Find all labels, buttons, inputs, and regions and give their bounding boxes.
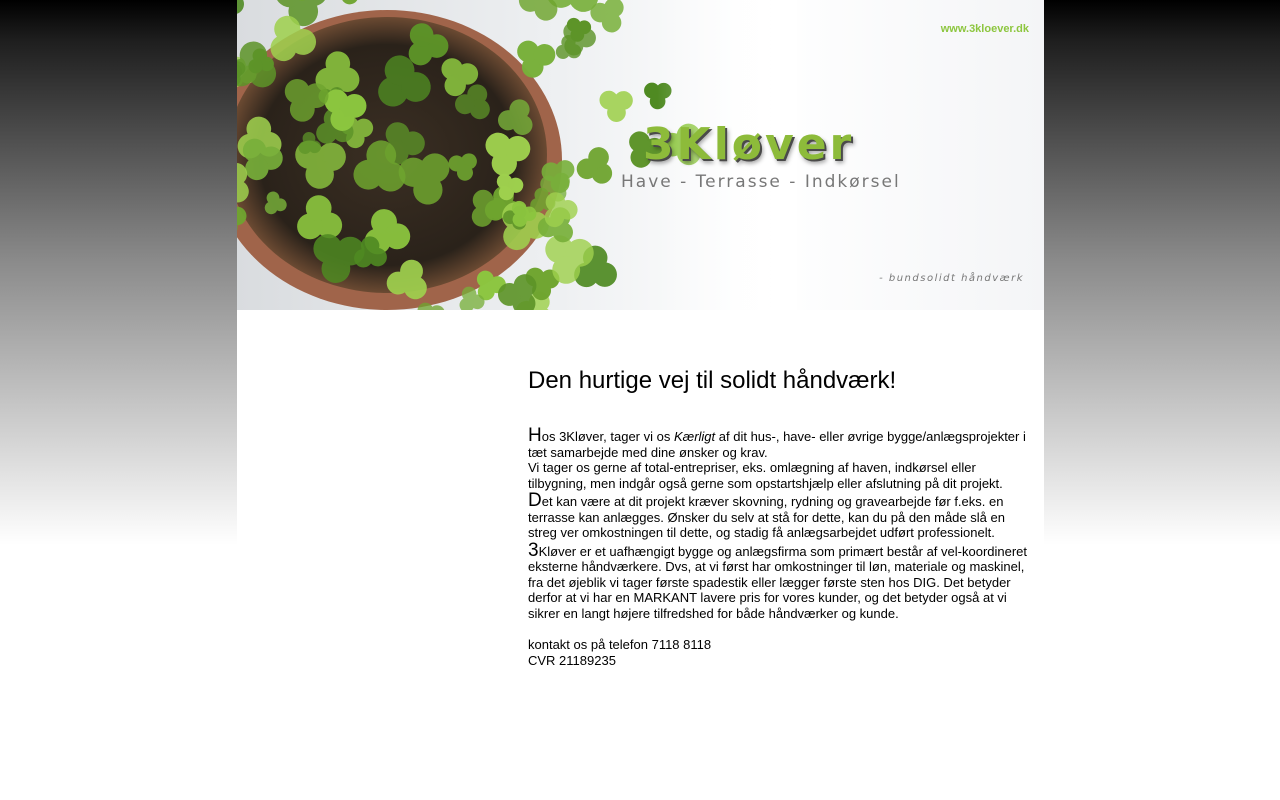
drop-cap: H — [528, 425, 542, 446]
intro-paragraph — [528, 425, 1033, 460]
intro-text-a: os 3Kløver, tager vi os — [541, 429, 674, 444]
header-banner — [237, 0, 1044, 310]
company-paragraph — [528, 539, 1033, 622]
drop-cap: D — [528, 490, 542, 511]
contact-cvr: CVR 21189235 — [528, 652, 616, 668]
page-container — [237, 0, 1044, 800]
contact-phone: kontakt os på telefon 7118 8118 — [528, 637, 712, 652]
page-heading: Den hurtige vej til solidt håndværk! — [528, 367, 897, 394]
main-content — [528, 366, 1033, 668]
preparation-text: et kan være at dit projekt kræver skovning, rydning og gravearbejde før f.eks. en terrasse kan anlægges. Ønsker du selv at stå for dette, kan du på den måde slå en streg ver omkostningen til dette, og stadig få anlægsarbejdet udført professionelt. — [528, 494, 1005, 540]
logo-subtitle: Have - Terrasse - Indkørsel — [621, 172, 901, 192]
company-text: Kløver er et uafhængigt bygge og anlægsfirma som primært består af vel-koordineret eksterne håndværkere. Dvs, at vi først har omkostninger til løn, materiale og maskinel, fra det øjeblik vi tager første spadestik eller lægger første sten hos DIG. Det betyder derfor at vi har en MARKANT lavere pris for vores kunder, og det betyder også at vi sikrer en langt højere tilfredshed for både håndværker og kunde. — [528, 543, 1028, 621]
company-logo — [607, 116, 1007, 192]
tagline: - bundsolidt håndværk — [879, 273, 1024, 284]
intro-emphasis: Kærligt — [673, 429, 716, 444]
preparation-paragraph — [528, 490, 1033, 541]
contact-info — [528, 637, 1033, 668]
services-paragraph: Vi tager os gerne af total-entrepriser, eks. omlægning af haven, indkørsel eller tilbygning, men indgår også gerne som opstartshjælp eller afslutning på dit projekt. — [528, 460, 1003, 491]
intro-text-b: af dit hus-, have- eller øvrige bygge/anlægsprojekter i tæt samarbejde med dine ønsker og krav. — [528, 429, 1026, 460]
drop-cap: 3 — [528, 539, 539, 561]
logo-title: 3Kløver — [643, 119, 855, 170]
site-url-link[interactable]: www.3kloever.dk — [940, 23, 1029, 35]
